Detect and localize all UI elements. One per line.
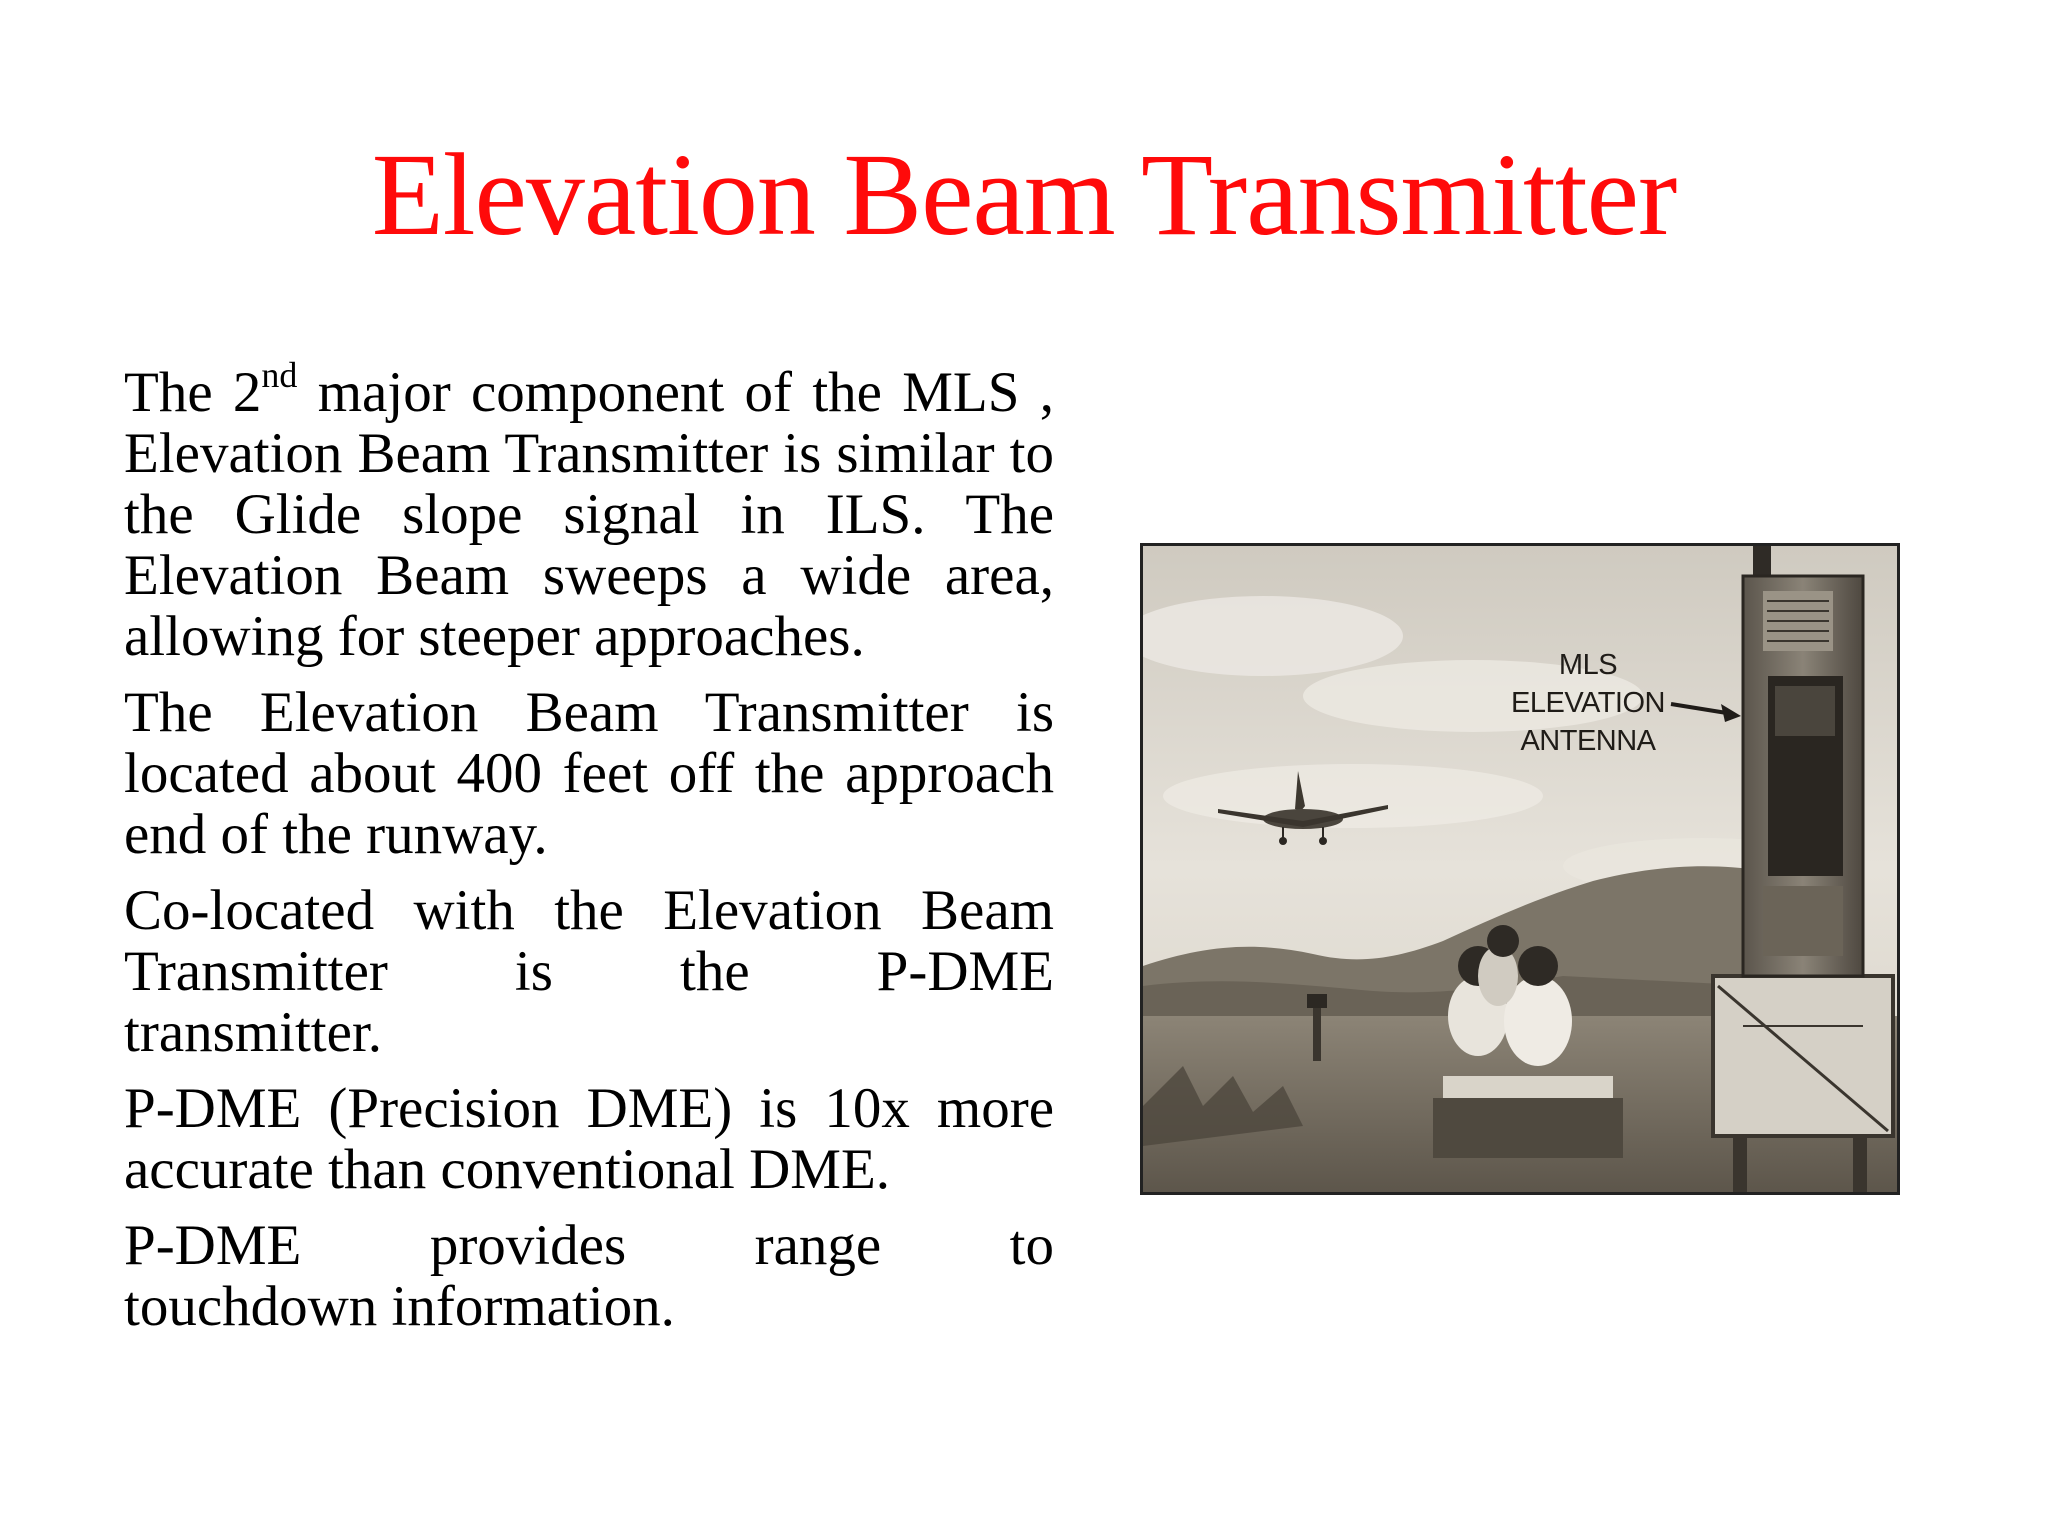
elevation-antenna-tower (1743, 546, 1863, 976)
slide-title: Elevation Beam Transmitter (371, 129, 1677, 260)
paragraph-accuracy (124, 1078, 1054, 1200)
paragraph-line: Co-located with the Elevation Beam Transmitter is the P-DME (124, 879, 1054, 1003)
paragraph-location (124, 682, 1054, 865)
field-pole-box (1307, 994, 1327, 1008)
antenna-label-line: MLS (1558, 649, 1618, 681)
paragraph-range (124, 1215, 1054, 1337)
ordinal-superscript: nd (261, 355, 298, 395)
paragraph-text: The 2 (124, 361, 262, 424)
paragraph-text: The Elevation Beam Transmitter is located about 400 feet off the approach end of the runway. (124, 681, 1054, 866)
paragraph-mls-component (124, 355, 1054, 668)
body-text (124, 355, 1054, 1352)
mls-antenna-photo (1140, 543, 1900, 1195)
antenna-label (1488, 646, 1688, 760)
field-pole (1313, 1001, 1321, 1061)
photo-illustration (1143, 546, 1897, 1192)
paragraph-line: transmitter. (124, 1001, 383, 1064)
paragraph-colocated (124, 880, 1054, 1063)
cloud (1163, 764, 1543, 828)
antenna-label-line: ANTENNA (1520, 725, 1656, 757)
paragraph-text: major component of the MLS , Elevation Beam Transmitter is similar to the Glide slope signal in ILS. The Elevation Beam sweeps a wide area, allowing for steeper approaches. (124, 361, 1054, 668)
paragraph-text: P-DME (Precision DME) is 10x more accurate than conventional DME. (124, 1077, 1054, 1201)
paragraph-line: touchdown information. (124, 1275, 675, 1338)
paragraph-line: P-DME provides range to (124, 1214, 1054, 1277)
antenna-label-line: ELEVATION (1511, 687, 1665, 719)
